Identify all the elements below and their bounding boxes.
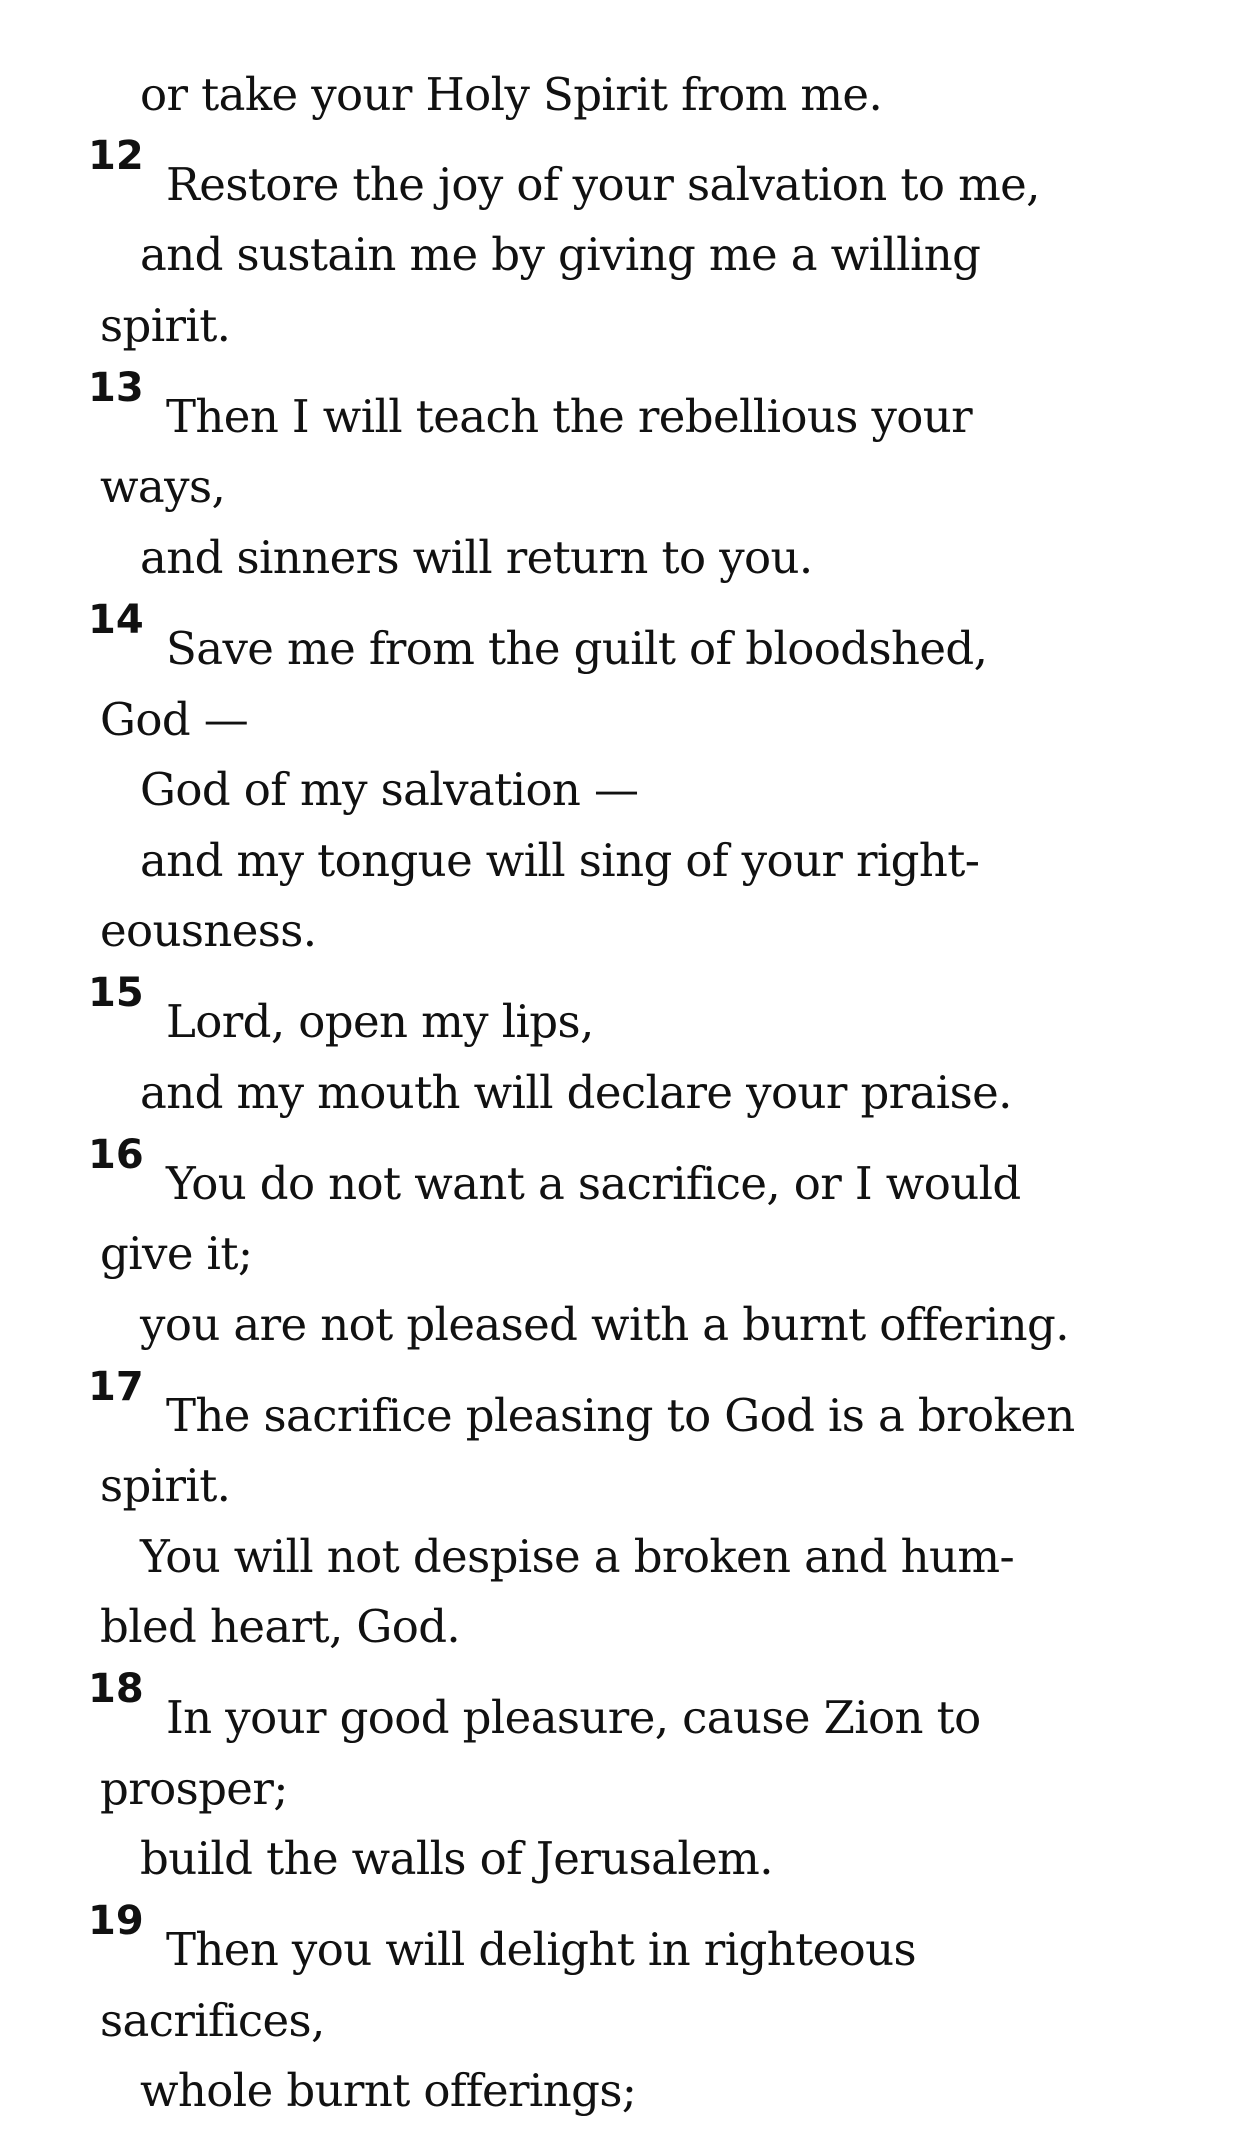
verse-number: 19: [88, 1898, 144, 1944]
verse-line: build the walls of Jerusalem.: [140, 1832, 773, 1885]
verse-number: 14: [88, 597, 144, 643]
verse-line: whole burnt offerings;: [140, 2064, 637, 2117]
verse-line: Lord, open my lips,: [166, 995, 594, 1048]
verse-line: Then you will delight in righteous: [166, 1923, 916, 1976]
verse-line: spirit.: [100, 1459, 231, 1512]
verse-number: 13: [88, 365, 144, 411]
verse-line: God —: [100, 693, 249, 746]
verse-number: 17: [88, 1364, 144, 1410]
verse-line: give it;: [100, 1227, 253, 1280]
verse-line: ways,: [100, 460, 226, 513]
verse-line: and my tongue will sing of your right-: [140, 834, 980, 887]
verse-line: God of my salvation —: [140, 763, 639, 816]
verse-line: sacrifices,: [100, 1994, 325, 2047]
verse-line: The sacrifice pleasing to God is a broken: [166, 1389, 1075, 1442]
verse-line: In your good pleasure, cause Zion to: [166, 1691, 981, 1744]
verse-continuation-line: or take your Holy Spirit from me.: [140, 68, 883, 121]
verse-number: 16: [88, 1132, 144, 1178]
verse-line: Then I will teach the rebellious your: [166, 390, 973, 443]
verse-line: and sustain me by giving me a willing: [140, 228, 981, 281]
verse-line: and my mouth will declare your praise.: [140, 1066, 1012, 1119]
verse-number: 18: [88, 1666, 144, 1712]
verse-number: 12: [88, 133, 144, 179]
verse-line: eousness.: [100, 904, 317, 957]
verse-number: 15: [88, 970, 144, 1016]
verse-line: You do not want a sacrifice, or I would: [166, 1157, 1021, 1210]
verse-line: bled heart, God.: [100, 1600, 461, 1653]
verse-line: spirit.: [100, 299, 231, 352]
verse-line: and sinners will return to you.: [140, 531, 813, 584]
verse-line: You will not despise a broken and hum-: [140, 1530, 1015, 1583]
verse-line: Restore the joy of your salvation to me,: [166, 158, 1040, 211]
verse-line: prosper;: [100, 1762, 288, 1815]
verse-line: Save me from the guilt of bloodshed,: [166, 622, 988, 675]
verse-line: you are not pleased with a burnt offering.: [140, 1298, 1069, 1351]
